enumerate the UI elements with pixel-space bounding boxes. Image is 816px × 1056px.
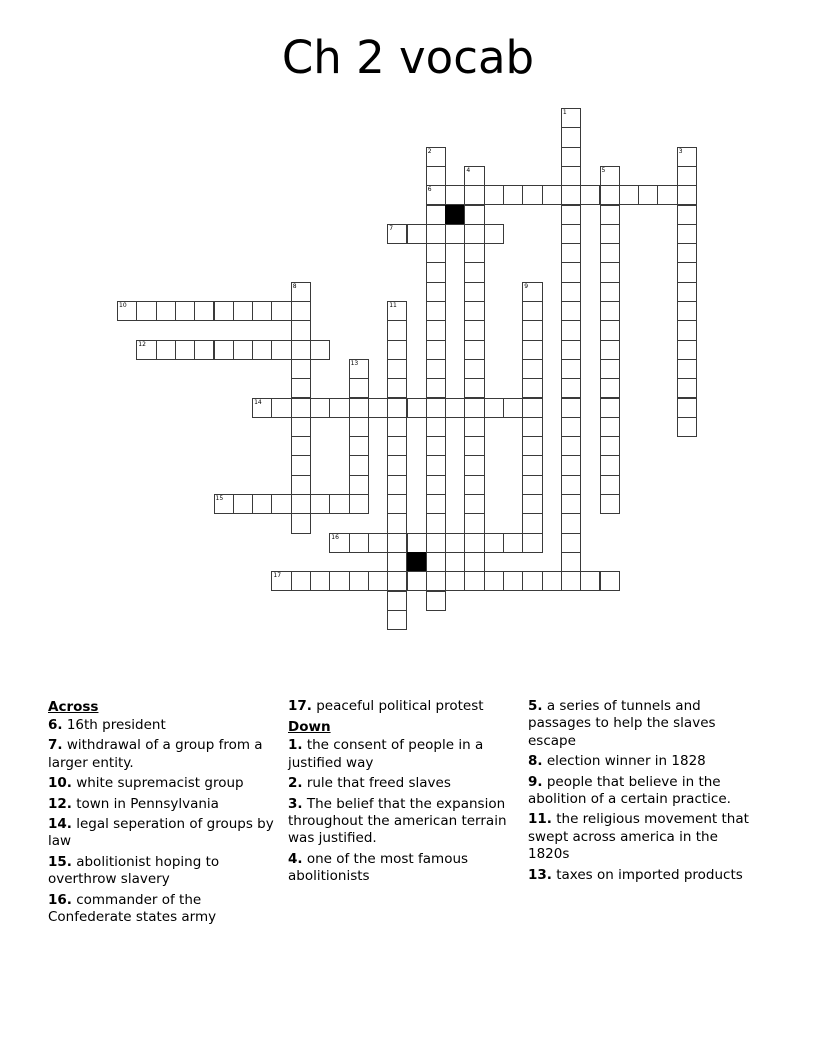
grid-cell[interactable]	[407, 533, 427, 553]
clue-number: 5.	[528, 698, 543, 714]
clue-number: 17.	[288, 698, 312, 714]
cell-number: 10	[119, 302, 127, 309]
grid-cell[interactable]	[271, 301, 291, 321]
grid-cell[interactable]	[522, 494, 542, 514]
clue-number: 15.	[48, 853, 72, 870]
clue-number: 12.	[48, 795, 72, 812]
grid-cell[interactable]	[117, 301, 137, 321]
cell-number: 1	[562, 109, 567, 116]
grid-cell[interactable]	[271, 494, 291, 514]
clue-number: 7.	[48, 737, 63, 754]
grid-cell[interactable]	[464, 533, 484, 553]
grid-cell[interactable]	[484, 571, 504, 591]
grid-cell[interactable]	[561, 475, 581, 495]
grid-cell[interactable]	[464, 224, 484, 244]
grid-cell[interactable]	[329, 571, 349, 591]
clue-text: 16th president	[62, 717, 166, 733]
grid-cell[interactable]	[426, 571, 446, 591]
grid-cell[interactable]	[677, 359, 697, 379]
grid-cell[interactable]	[426, 513, 446, 533]
grid-cell[interactable]	[252, 398, 272, 418]
clue-across-14[interactable]	[48, 816, 280, 851]
grid-cell[interactable]	[426, 417, 446, 437]
clue-down-5[interactable]	[528, 698, 760, 750]
grid-cell[interactable]	[291, 340, 311, 360]
grid-cell[interactable]	[194, 340, 214, 360]
cell-number: 14	[254, 398, 262, 406]
grid-cell[interactable]	[561, 417, 581, 437]
grid-cell[interactable]	[426, 455, 446, 475]
grid-cell[interactable]	[368, 533, 388, 553]
grid-cell[interactable]	[329, 398, 349, 418]
grid-cell[interactable]	[291, 494, 311, 514]
cell-number: 4	[466, 166, 471, 174]
clue-text: taxes on imported products	[551, 866, 743, 883]
clue-down-2[interactable]	[288, 775, 520, 792]
grid-cell[interactable]	[214, 494, 234, 514]
grid-cell[interactable]	[310, 398, 330, 418]
grid-cell[interactable]	[542, 185, 562, 205]
grid-cell[interactable]	[522, 533, 542, 553]
grid-cell[interactable]	[600, 262, 620, 282]
grid-cell[interactable]	[484, 185, 504, 205]
grid-cell[interactable]	[233, 340, 253, 360]
clue-across-15[interactable]	[48, 854, 280, 889]
grid-cell[interactable]	[464, 243, 484, 263]
grid-cell[interactable]	[271, 340, 291, 360]
grid-cell[interactable]	[600, 320, 620, 340]
clue-number: 14.	[48, 816, 72, 833]
grid-cell[interactable]	[387, 398, 407, 418]
grid-cell[interactable]	[677, 301, 697, 321]
grid-cell[interactable]	[657, 185, 677, 205]
grid-cell[interactable]	[561, 147, 581, 167]
grid-cell[interactable]	[426, 205, 446, 225]
grid-cell[interactable]	[600, 359, 620, 379]
grid-cell[interactable]	[464, 320, 484, 340]
clue-across-10[interactable]	[48, 775, 280, 792]
grid-cell[interactable]	[503, 398, 523, 418]
grid-cell[interactable]	[561, 301, 581, 321]
grid-cell[interactable]	[387, 417, 407, 437]
clue-column-3	[528, 698, 760, 887]
grid-cell[interactable]	[561, 455, 581, 475]
grid-cell[interactable]	[600, 436, 620, 456]
cell-number: 16	[331, 533, 339, 541]
clue-text: legal seperation of groups by law	[48, 816, 274, 850]
grid-cell[interactable]	[561, 513, 581, 533]
grid-cell[interactable]	[387, 494, 407, 514]
grid-cell[interactable]	[349, 455, 369, 475]
grid-cell[interactable]	[291, 436, 311, 456]
clue-number: 6.	[48, 717, 63, 733]
grid-cell[interactable]	[522, 513, 542, 533]
grid-cell[interactable]	[291, 378, 311, 398]
grid-cell[interactable]	[445, 185, 465, 205]
grid-cell[interactable]	[426, 340, 446, 360]
cell-number: 6	[427, 186, 432, 194]
grid-cell[interactable]	[464, 494, 484, 514]
grid-cell[interactable]	[271, 571, 291, 591]
clue-text: peaceful political protest	[311, 698, 484, 714]
grid-cell[interactable]	[349, 417, 369, 437]
grid-cell[interactable]	[522, 455, 542, 475]
grid-cell[interactable]	[349, 436, 369, 456]
grid-cell[interactable]	[600, 378, 620, 398]
grid-cell[interactable]	[522, 571, 542, 591]
grid-cell[interactable]	[561, 185, 581, 205]
grid-cell[interactable]	[464, 398, 484, 418]
grid-cell[interactable]	[522, 398, 542, 418]
grid-cell[interactable]	[291, 301, 311, 321]
clue-across-17[interactable]	[288, 698, 520, 715]
grid-cell[interactable]	[426, 436, 446, 456]
clue-number: 4.	[288, 850, 303, 867]
grid-cell[interactable]	[310, 494, 330, 514]
grid-cell[interactable]	[561, 224, 581, 244]
grid-cell[interactable]	[349, 571, 369, 591]
grid-cell[interactable]	[271, 398, 291, 418]
grid-cell[interactable]	[638, 185, 658, 205]
grid-cell[interactable]	[464, 552, 484, 572]
clue-number: 13.	[528, 866, 552, 883]
grid-cell[interactable]	[387, 320, 407, 340]
grid-cell[interactable]	[310, 340, 330, 360]
grid-cell[interactable]	[175, 301, 195, 321]
clue-number: 10.	[48, 775, 72, 792]
clue-across-16[interactable]	[48, 892, 280, 927]
grid-cell[interactable]	[349, 475, 369, 495]
grid-cell[interactable]	[426, 378, 446, 398]
grid-cell[interactable]	[387, 436, 407, 456]
grid-cell[interactable]	[214, 301, 234, 321]
clue-across-7[interactable]	[48, 737, 280, 772]
grid-cell[interactable]	[677, 185, 697, 205]
grid-cell[interactable]	[677, 205, 697, 225]
clue-down-1[interactable]	[288, 737, 520, 772]
clue-text: The belief that the expansion throughout the american terrain was justified.	[288, 795, 507, 847]
clue-number: 11.	[528, 811, 552, 828]
grid-cell[interactable]	[291, 417, 311, 437]
grid-cell[interactable]	[619, 185, 639, 205]
clue-across-6[interactable]	[48, 717, 280, 734]
page-title: Ch 2 vocab	[281, 31, 535, 84]
grid-cell[interactable]	[426, 533, 446, 553]
grid-cell[interactable]	[291, 475, 311, 495]
grid-cell[interactable]	[291, 571, 311, 591]
grid-cell[interactable]	[252, 494, 272, 514]
grid-cell[interactable]	[600, 417, 620, 437]
grid-cell[interactable]	[600, 282, 620, 302]
grid-cell[interactable]	[561, 359, 581, 379]
clue-number: 1.	[288, 737, 303, 754]
grid-cell[interactable]	[561, 205, 581, 225]
clue-text: commander of the Confederate states army	[48, 891, 217, 926]
grid-cell[interactable]	[464, 513, 484, 533]
grid-cell[interactable]	[464, 359, 484, 379]
cell-number: 7	[389, 224, 394, 232]
grid-cell[interactable]	[600, 166, 620, 186]
grid-cell[interactable]	[349, 533, 369, 553]
grid-cell[interactable]	[368, 398, 388, 418]
grid-cell[interactable]	[542, 571, 562, 591]
clue-number: 8.	[528, 753, 543, 770]
grid-cell[interactable]	[214, 340, 234, 360]
grid-cell[interactable]	[484, 224, 504, 244]
grid-cell[interactable]	[349, 359, 369, 379]
grid-cell[interactable]	[600, 455, 620, 475]
grid-cell[interactable]	[464, 455, 484, 475]
grid-cell[interactable]	[426, 398, 446, 418]
grid-cell[interactable]	[291, 398, 311, 418]
grid-cell[interactable]	[445, 533, 465, 553]
grid-cell[interactable]	[464, 378, 484, 398]
grid-cell[interactable]	[464, 417, 484, 437]
cell-number: 8	[292, 282, 297, 290]
grid-cell[interactable]	[522, 436, 542, 456]
grid-cell[interactable]	[329, 494, 349, 514]
grid-cell[interactable]	[503, 571, 523, 591]
grid-cell[interactable]	[291, 359, 311, 379]
clue-text: election winner in 1828	[542, 753, 706, 770]
clue-text: the religious movement that swept across america in the 1820s	[528, 811, 749, 863]
grid-cell[interactable]	[484, 533, 504, 553]
grid-cell[interactable]	[387, 359, 407, 379]
grid-cell[interactable]	[522, 359, 542, 379]
cell-number: 17	[273, 572, 282, 580]
grid-cell[interactable]	[387, 513, 407, 533]
grid-cell[interactable]	[426, 185, 446, 205]
grid-cell[interactable]	[580, 185, 600, 205]
grid-cell[interactable]	[484, 398, 504, 418]
grid-cell[interactable]	[426, 224, 446, 244]
clue-column-1	[48, 698, 280, 929]
grid-block	[445, 205, 465, 225]
clue-text: withdrawal of a group from a larger entity.	[48, 737, 263, 771]
grid-cell[interactable]	[407, 398, 427, 418]
grid-cell[interactable]	[387, 340, 407, 360]
grid-cell[interactable]	[561, 243, 581, 263]
grid-cell[interactable]	[387, 224, 407, 244]
grid-cell[interactable]	[464, 340, 484, 360]
grid-cell[interactable]	[522, 417, 542, 437]
grid-cell[interactable]	[561, 262, 581, 282]
grid-cell[interactable]	[252, 301, 272, 321]
grid-cell[interactable]	[677, 243, 697, 263]
grid-cell[interactable]	[426, 166, 446, 186]
grid-cell[interactable]	[561, 552, 581, 572]
grid-cell[interactable]	[561, 340, 581, 360]
grid-cell[interactable]	[349, 398, 369, 418]
grid-cell[interactable]	[329, 533, 349, 553]
across-heading: Across	[48, 699, 99, 715]
grid-cell[interactable]	[349, 378, 369, 398]
cell-number: 2	[427, 147, 432, 155]
clue-number: 2.	[288, 775, 303, 792]
clue-text: people that believe in the abolition of a certain practice.	[528, 773, 731, 808]
cell-number: 12	[138, 340, 146, 348]
cell-number: 5	[601, 166, 606, 174]
grid-cell[interactable]	[426, 301, 446, 321]
grid-cell[interactable]	[600, 340, 620, 360]
grid-cell[interactable]	[407, 224, 427, 244]
grid-cell[interactable]	[175, 340, 195, 360]
clue-down-8[interactable]	[528, 753, 760, 770]
grid-cell[interactable]	[464, 166, 484, 186]
grid-cell[interactable]	[561, 533, 581, 553]
clue-text: a series of tunnels and passages to help the slaves escape	[528, 698, 716, 749]
grid-cell[interactable]	[387, 591, 407, 611]
grid-cell[interactable]	[677, 166, 697, 186]
grid-cell[interactable]	[426, 359, 446, 379]
clue-down-11[interactable]	[528, 811, 760, 863]
grid-cell[interactable]	[136, 340, 156, 360]
clue-text: town in Pennsylvania	[71, 795, 219, 812]
clue-text: one of the most famous abolitionists	[288, 850, 469, 885]
clue-number: 9.	[528, 773, 543, 790]
grid-cell[interactable]	[600, 475, 620, 495]
grid-cell[interactable]	[464, 185, 484, 205]
grid-cell[interactable]	[156, 301, 176, 321]
grid-block	[407, 552, 427, 572]
cell-number: 3	[678, 147, 683, 155]
grid-cell[interactable]	[407, 571, 427, 591]
grid-cell[interactable]	[426, 591, 446, 611]
grid-cell[interactable]	[310, 571, 330, 591]
grid-cell[interactable]	[194, 301, 214, 321]
grid-cell[interactable]	[503, 533, 523, 553]
clue-down-3[interactable]	[288, 796, 520, 848]
grid-cell[interactable]	[426, 262, 446, 282]
grid-cell[interactable]	[600, 301, 620, 321]
grid-cell[interactable]	[426, 475, 446, 495]
clue-text: rule that freed slaves	[302, 775, 451, 792]
grid-cell[interactable]	[445, 571, 465, 591]
grid-cell[interactable]	[522, 301, 542, 321]
grid-cell[interactable]	[561, 398, 581, 418]
grid-cell[interactable]	[464, 301, 484, 321]
cell-number: 15	[215, 495, 224, 502]
grid-cell[interactable]	[522, 282, 542, 302]
grid-cell[interactable]	[426, 320, 446, 340]
grid-cell[interactable]	[252, 340, 272, 360]
grid-cell[interactable]	[464, 436, 484, 456]
grid-cell[interactable]	[387, 301, 407, 321]
grid-cell[interactable]	[677, 262, 697, 282]
grid-cell[interactable]	[291, 455, 311, 475]
grid-cell[interactable]	[677, 398, 697, 418]
grid-cell[interactable]	[233, 301, 253, 321]
grid-cell[interactable]	[561, 320, 581, 340]
grid-cell[interactable]	[349, 494, 369, 514]
grid-cell[interactable]	[291, 282, 311, 302]
grid-cell[interactable]	[291, 513, 311, 533]
grid-cell[interactable]	[136, 301, 156, 321]
grid-cell[interactable]	[600, 571, 620, 591]
grid-cell[interactable]	[445, 224, 465, 244]
grid-cell[interactable]	[677, 340, 697, 360]
grid-cell[interactable]	[156, 340, 176, 360]
grid-cell[interactable]	[600, 224, 620, 244]
grid-cell[interactable]	[561, 166, 581, 186]
grid-cell[interactable]	[426, 282, 446, 302]
grid-cell[interactable]	[677, 320, 697, 340]
grid-cell[interactable]	[522, 185, 542, 205]
grid-cell[interactable]	[600, 243, 620, 263]
grid-cell[interactable]	[387, 533, 407, 553]
grid-cell[interactable]	[561, 108, 581, 128]
grid-cell[interactable]	[387, 475, 407, 495]
grid-cell[interactable]	[426, 147, 446, 167]
grid-cell[interactable]	[426, 243, 446, 263]
grid-cell[interactable]	[387, 378, 407, 398]
grid-cell[interactable]	[561, 494, 581, 514]
grid-cell[interactable]	[387, 552, 407, 572]
grid-cell[interactable]	[677, 378, 697, 398]
grid-cell[interactable]	[503, 185, 523, 205]
grid-cell[interactable]	[600, 494, 620, 514]
cell-number: 11	[389, 302, 397, 309]
grid-cell[interactable]	[368, 571, 388, 591]
grid-cell[interactable]	[561, 282, 581, 302]
grid-cell[interactable]	[561, 571, 581, 591]
grid-cell[interactable]	[426, 552, 446, 572]
clue-down-13[interactable]	[528, 867, 760, 884]
grid-cell[interactable]	[291, 320, 311, 340]
grid-cell[interactable]	[426, 494, 446, 514]
grid-cell[interactable]	[522, 340, 542, 360]
clue-number: 3.	[288, 795, 303, 812]
clue-text: the consent of people in a justified way	[288, 737, 484, 771]
grid-cell[interactable]	[387, 571, 407, 591]
clue-text: abolitionist hoping to overthrow slavery	[48, 853, 220, 888]
grid-cell[interactable]	[677, 417, 697, 437]
grid-cell[interactable]	[677, 224, 697, 244]
down-heading: Down	[288, 719, 331, 736]
grid-cell[interactable]	[464, 282, 484, 302]
grid-cell[interactable]	[522, 378, 542, 398]
cell-number: 9	[524, 282, 529, 290]
grid-cell[interactable]	[561, 378, 581, 398]
clue-down-9[interactable]	[528, 774, 760, 809]
grid-cell[interactable]	[600, 398, 620, 418]
clue-column-2	[288, 698, 520, 889]
clue-text: white supremacist group	[71, 775, 244, 792]
grid-cell[interactable]	[464, 571, 484, 591]
clue-number: 16.	[48, 891, 72, 908]
clue-down-4[interactable]	[288, 851, 520, 886]
grid-cell[interactable]	[464, 205, 484, 225]
grid-cell[interactable]	[600, 205, 620, 225]
cell-number: 13	[350, 359, 359, 367]
clue-across-12[interactable]	[48, 796, 280, 813]
grid-cell[interactable]	[522, 475, 542, 495]
grid-cell[interactable]	[561, 127, 581, 147]
grid-cell[interactable]	[522, 320, 542, 340]
grid-cell[interactable]	[387, 455, 407, 475]
grid-cell[interactable]	[677, 282, 697, 302]
grid-cell[interactable]	[600, 185, 620, 205]
grid-cell[interactable]	[677, 147, 697, 167]
grid-cell[interactable]	[387, 610, 407, 630]
grid-cell[interactable]	[580, 571, 600, 591]
grid-cell[interactable]	[233, 494, 253, 514]
grid-cell[interactable]	[445, 398, 465, 418]
grid-cell[interactable]	[464, 262, 484, 282]
grid-cell[interactable]	[561, 436, 581, 456]
grid-cell[interactable]	[464, 475, 484, 495]
